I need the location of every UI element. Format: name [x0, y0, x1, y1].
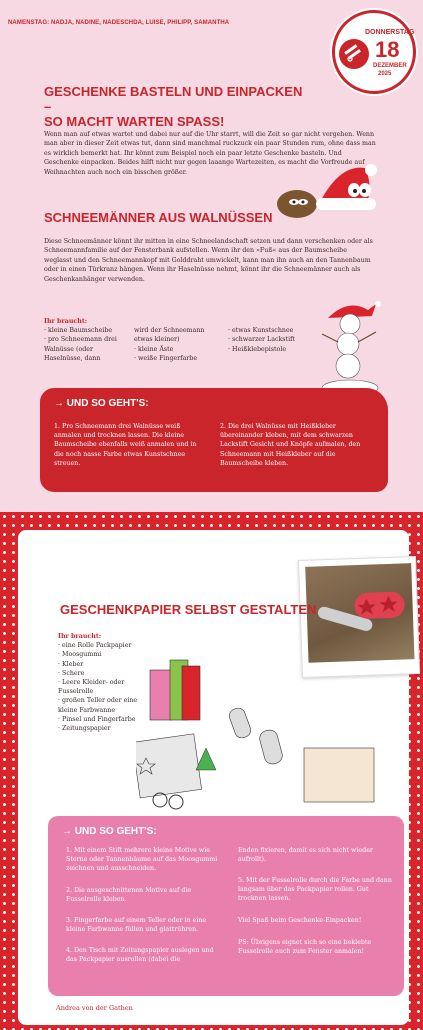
snowman-steps [40, 388, 388, 492]
snowman-paragraph: Diese Schneemänner könnt ihr mitten in eine Schneelandschaft setzen und dann verschenken oder als Schneemannfamilie auf der Fensterbank aufstellen. Wenn ihr den »Fuß« aus der Baumscheibe weglasst und den Schneemannkopf mit Golddraht umwickelt, kann man ihn auch an den Tannenbaum oder in einen Türkranz hängen. Wenn ihr Haselnüsse nehmt, könnt ihr die Schneemänner auch als Geschenkanhänger verwenden. [44, 238, 373, 283]
step-1: 1. Pro Schneemann drei Walnüsse weiß anmalen und trocknen lassen. Die kleine Baumscheibe ebenfalls weiß anmalen und in die noch nasse Farbe etwas Kunstschnee streuen. [54, 423, 197, 467]
top-section [0, 0, 423, 512]
walnut-hat-illustration [270, 160, 380, 220]
list-item: · pro Schneemann drei [44, 336, 117, 344]
list-item: Walnüsse (oder [44, 345, 94, 353]
year: 2025 [378, 71, 392, 77]
fun-note: Viel Spaß beim Geschenke-Einpacken! [238, 917, 362, 924]
list-item: Haselnüsse, dann [44, 354, 101, 362]
day-number: 18 [375, 37, 400, 62]
author: Andrea von der Gathen [56, 1004, 133, 1012]
wrapping-title: GESCHENKPAPIER SELBST GESTALTEN [60, 602, 317, 617]
list-item: · etwas Kunstschnee [228, 327, 294, 334]
list-item: etwas kleiner) [134, 336, 180, 344]
step-5: 5. Mit der Fusselrolle durch die Farbe und dann langsam über das Packpapier rollen. Gut trocknen lassen. [238, 877, 392, 903]
steps-title: → UND SO GEHT'S: [62, 826, 157, 837]
list-item: · Leere Kleider- oder [58, 679, 125, 687]
needs-title: Ihr braucht: [58, 633, 102, 640]
list-item: · kleine Baumscheibe [44, 327, 113, 334]
step-4: 4. Den Tisch mit Zeitungspapier auslegen und das Packpapier ausrollen (dabei die [66, 947, 214, 964]
craft-icon [339, 39, 369, 69]
list-item: · Kleber [58, 660, 84, 668]
date-badge [332, 10, 416, 94]
step-2: 2. Die drei Walnüsse mit Heißkleber übereinander kleben, mit dem schwarzen Lackstift Gesicht und Knöpfe aufmalen, den Schneemann mit Heißkleber auf die Baumscheibe kleben. [220, 423, 361, 467]
list-item: · Schere [58, 669, 85, 677]
snowman-illustration [318, 300, 388, 400]
steps-title: → UND SO GEHT'S: [54, 398, 149, 409]
list-item: · kleine Äste [134, 345, 174, 353]
list-item: Fusselrolle [58, 688, 94, 696]
step-4-continued: Enden fixieren, damit es sich nicht wieder aufrollt). [238, 847, 373, 864]
step-2: 2. Die ausgeschnittenen Motive auf die Fusselrolle kleben. [66, 887, 192, 904]
needs-col-2 [134, 326, 226, 363]
list-item: · großen Teller oder eine [58, 697, 138, 705]
step-1: 1. Mit einem Stift mehrere kleine Motive wie Sterne oder Tannenbäume auf das Moosgummi zeichnen und ausschneiden. [66, 847, 218, 873]
weekday: DONNERSTAG [365, 29, 415, 36]
bottom-section [0, 512, 423, 1030]
namenstag: NAMENSTAG: NADJA, NADINE, NADESCHDA, LUISE, PHILIPP, SAMANTHA [8, 20, 230, 26]
craft-supplies-illustration [136, 630, 396, 820]
snowman-title: SCHNEEMÄNNER AUS WALNÜSSEN [44, 210, 273, 225]
list-item: wird der Schneemann [134, 327, 205, 334]
list-item: kleine Farbwanne [58, 706, 116, 714]
list-item: · schwarzer Lackstift [228, 336, 295, 344]
list-item: · weiße Fingerfarbe [134, 354, 198, 362]
month: DEZEMBER [373, 63, 407, 69]
list-item: · eine Rolle Packpapier [58, 642, 132, 650]
snowman-needs [44, 317, 87, 326]
ps-note: PS: Übrigens eignet sich so eine beklebte Fusselrolle auch zum Fenster anmalen! [238, 939, 372, 956]
wrapping-steps [48, 816, 404, 996]
list-item: · Pinsel und Fingerfarbe [58, 715, 136, 723]
paper-card [18, 530, 409, 1025]
needs-col-3 [228, 326, 320, 354]
needs-col-1 [44, 326, 136, 363]
article-title: GESCHENKE BASTELN UND EINPACKEN – SO MACHT WARTEN SPASS! [44, 84, 303, 129]
intro-paragraph: Wenn man auf etwas wartet und dabei nur auf die Uhr starrt, will die Zeit so gar nicht vergehen. Wenn man aber in dieser Zeit etwas tut, dann sind manchmal ruckzuck ein paar Stunden rum, ohne dass man es wirklich bemerkt hat. Ihr könnt zum Beispiel noch ein paar letzte Geschenke basteln. Und Geschenke einpacken. Beides hilft nicht nur gegen laaange Wartezeiten, es macht die Vorfreude auf Weihnachten auch noch ein bisschen größer. [44, 131, 376, 176]
step-3: 3. Fingerfarbe auf einem Teller oder in eine kleine Farbwanne füllen und glattrühren. [66, 917, 207, 934]
list-item: · Heißklebepistole [228, 345, 287, 353]
needs-title: Ihr braucht: [44, 318, 88, 325]
list-item: · Zeitungspapier [58, 725, 111, 733]
list-item: · Moosgummi [58, 651, 102, 659]
